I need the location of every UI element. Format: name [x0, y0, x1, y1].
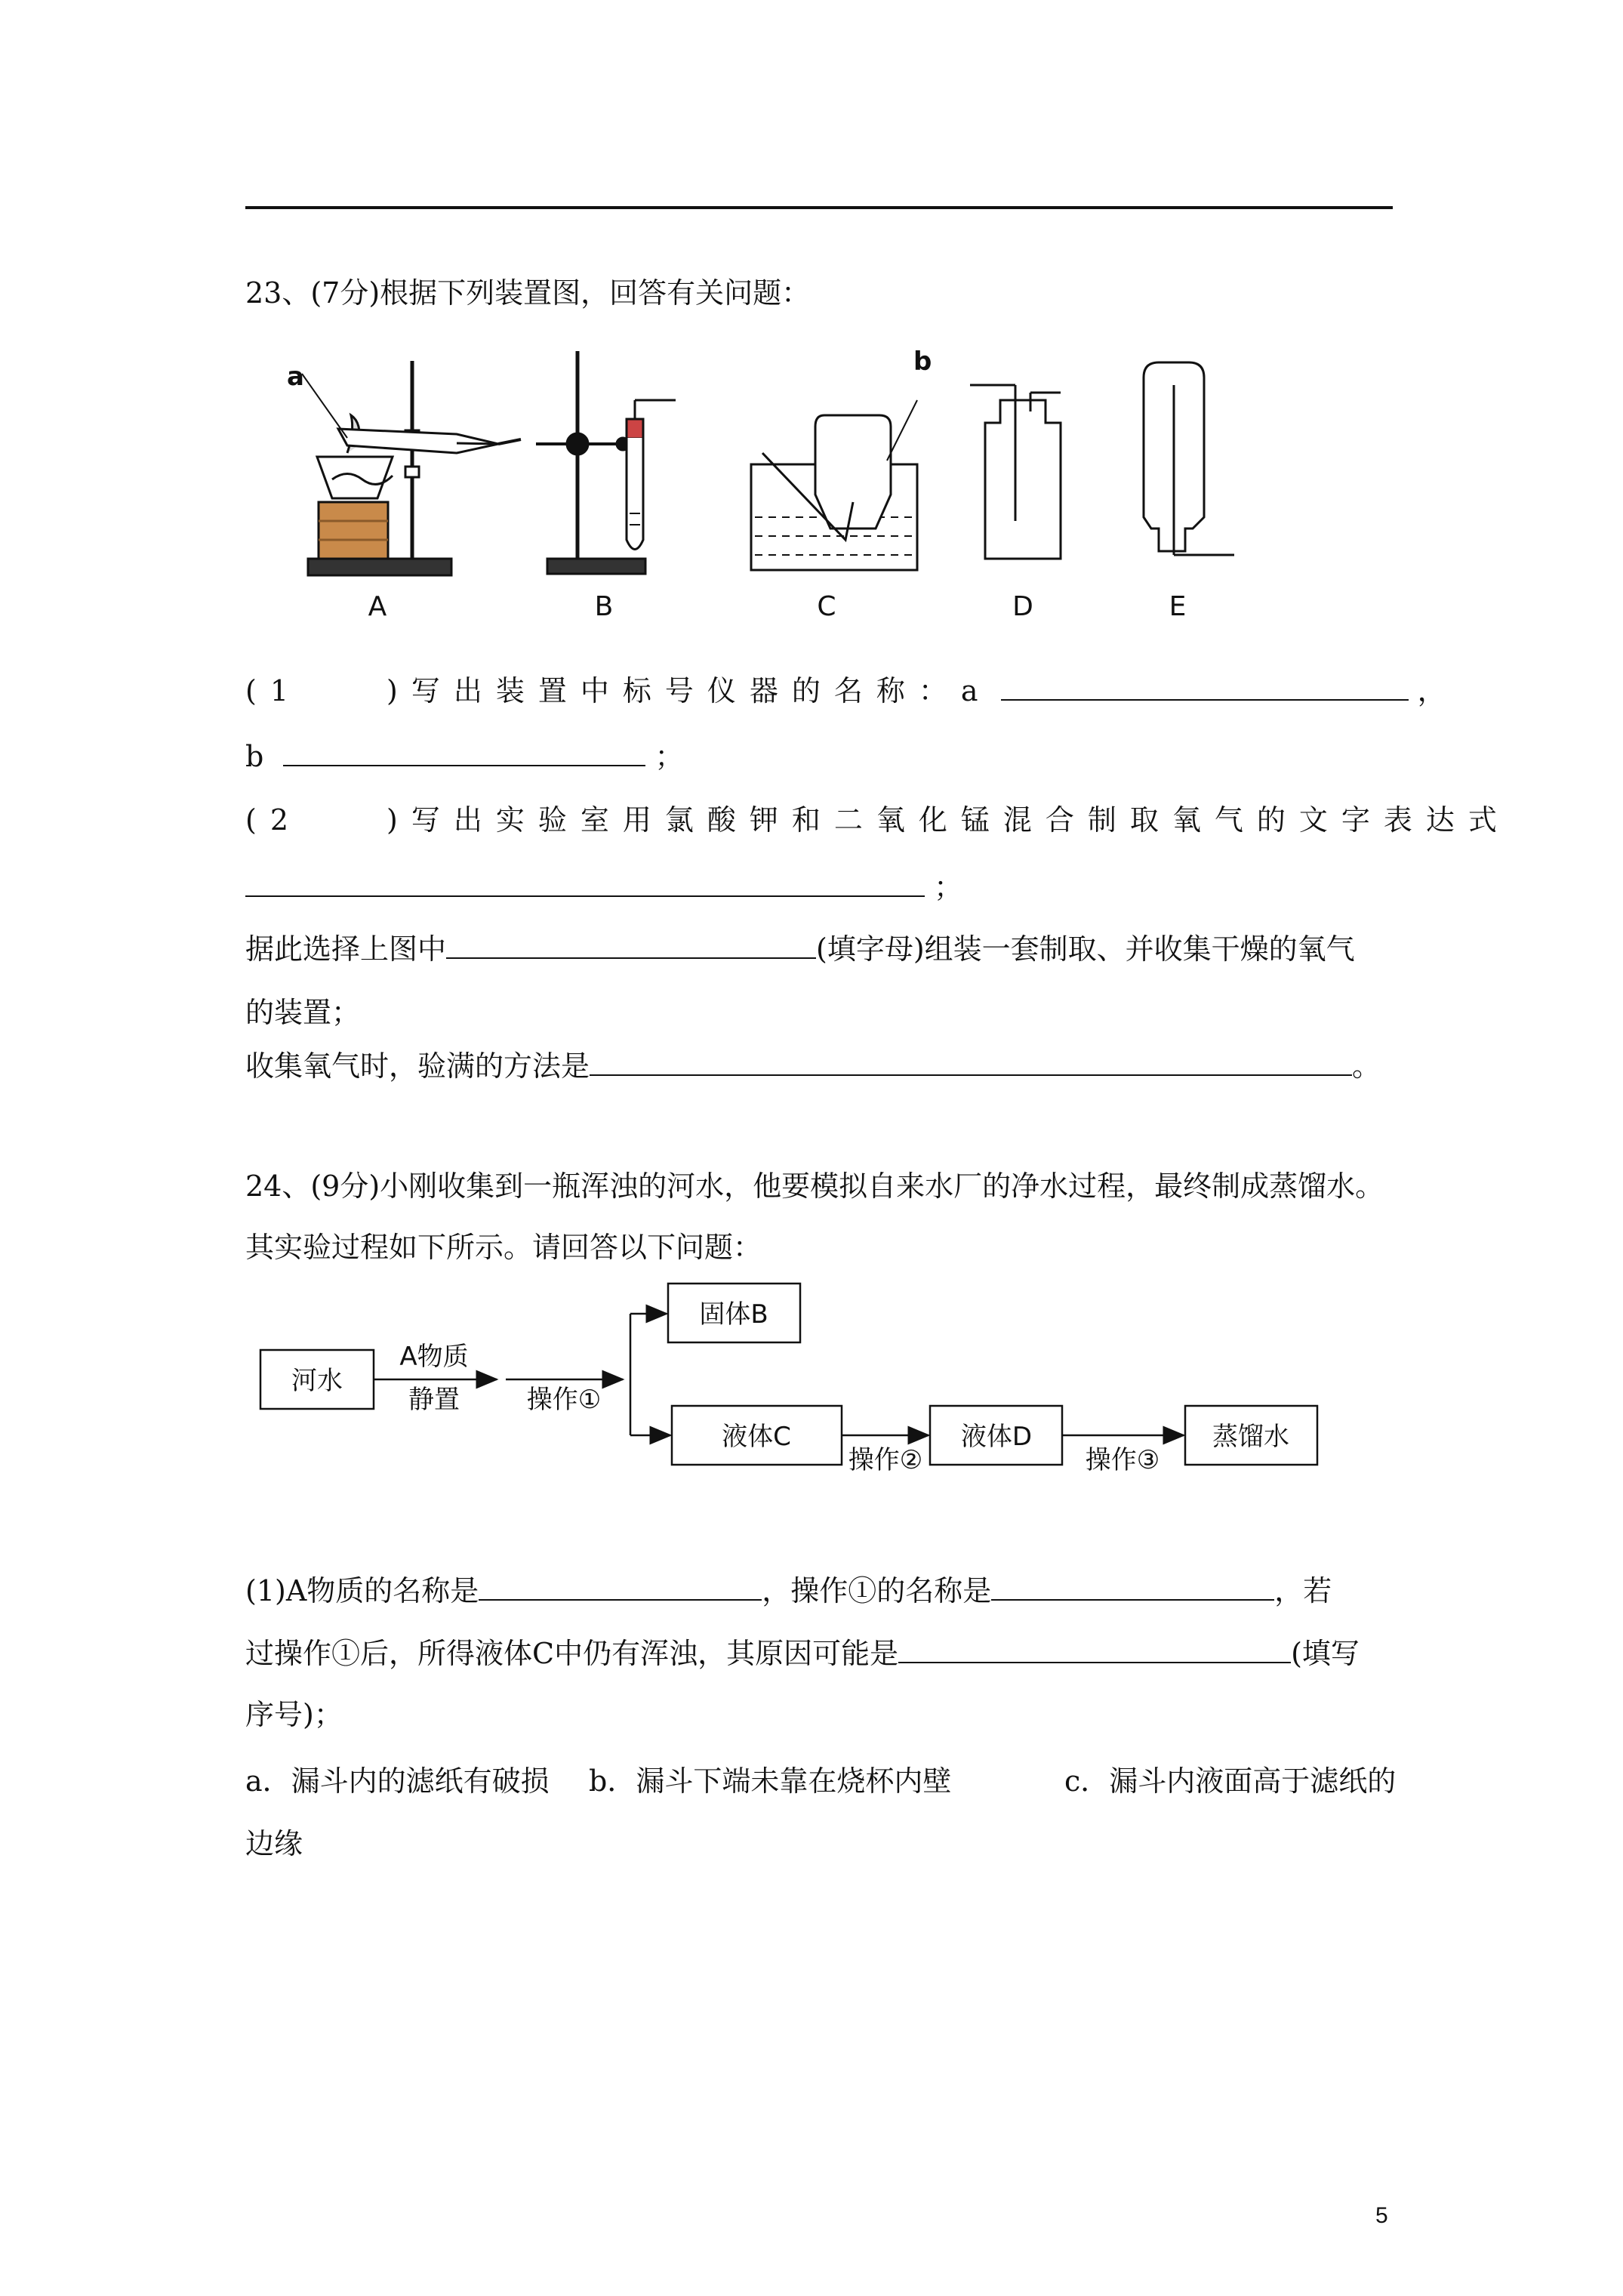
text-liquid-d: 液体D: [960, 1422, 1033, 1452]
label-apparatus-b: B: [594, 591, 614, 622]
q24-heading-line1: 24、(9分)小刚收集到一瓶浑浊的河水，他要模拟自来水厂的净水过程，最终制成蒸馏水。: [245, 1170, 1384, 1203]
q24-option-a: a．漏斗内的滤纸有破损: [245, 1764, 550, 1798]
page-number: 5: [1375, 2203, 1388, 2228]
apparatus-a-tube: [338, 429, 498, 453]
text-river-water: 河水: [291, 1366, 343, 1396]
q23-part2-line3: 据此选择上图中 (填字母)组装一套制取、并收集干燥的氧气: [245, 929, 1355, 969]
q24-part1-line3: 序号)；: [245, 1698, 343, 1731]
apparatus-b-test-tube: [627, 438, 643, 550]
apparatus-a-base: [308, 559, 451, 575]
q23-heading: 23、(7分)根据下列装置图，回答有关问题：: [245, 276, 811, 310]
apparatus-b-base: [547, 559, 645, 574]
q24-option-b: b．漏斗下端未靠在烧杯内壁: [589, 1764, 952, 1798]
text-distilled-water: 蒸馏水: [1212, 1422, 1289, 1452]
answer-blank-a[interactable]: [1001, 670, 1409, 701]
q24-option-c: c．漏斗内液面高于滤纸的: [1064, 1764, 1397, 1798]
header-rule: [245, 206, 1393, 209]
answer-blank-op1[interactable]: [991, 1570, 1274, 1601]
q24-flowchart: [253, 1276, 1325, 1480]
label-apparatus-a: A: [368, 591, 387, 622]
q23-part2-line4: 的装置；: [245, 996, 361, 1029]
apparatus-a-block: [319, 502, 388, 559]
label-apparatus-c: C: [817, 591, 836, 622]
q23-part1-line1: (1 )写出装置中标号仪器的名称：a ，: [245, 670, 1446, 710]
apparatus-c-gas-jar: [815, 415, 891, 529]
answer-blank-substance[interactable]: [479, 1570, 762, 1601]
q24-option-c-continued: 边缘: [245, 1827, 303, 1860]
q23-part2-line1: (2 )写出实验室用氯酸钾和二氧化锰混合制取氧气的文字表达式: [245, 803, 1511, 837]
text-settle: 静置: [408, 1385, 460, 1415]
answer-blank-equation[interactable]: [245, 867, 925, 897]
text-op3: 操作③: [1085, 1445, 1160, 1475]
apparatus-d-bottle: [985, 400, 1061, 559]
label-apparatus-e: E: [1169, 591, 1187, 622]
text-op1: 操作①: [526, 1385, 602, 1415]
label-apparatus-d: D: [1012, 591, 1033, 622]
label-a-pointer: [302, 374, 347, 438]
q23-part2-line2: ；: [245, 867, 962, 907]
text-op2: 操作②: [848, 1445, 923, 1475]
q24-heading-line2: 其实验过程如下所示。请回答以下问题：: [245, 1231, 762, 1264]
marker-b: b: [913, 347, 932, 377]
q24-part1-line1: (1)A物质的名称是 ，操作①的名称是 ，若: [245, 1570, 1332, 1610]
apparatus-a-lamp: [317, 457, 393, 498]
q24-part1-line2: 过操作①后，所得液体C中仍有浑浊，其原因可能是 (填写: [245, 1633, 1360, 1673]
text-a-substance: A物质: [399, 1342, 469, 1372]
text-liquid-c: 液体C: [722, 1422, 791, 1452]
text-solid-b: 固体B: [699, 1299, 768, 1330]
q23-apparatus-figure: [272, 340, 1276, 627]
answer-blank-method[interactable]: [590, 1046, 1352, 1076]
answer-blank-b[interactable]: [283, 736, 645, 766]
q23-part2-line5: 收集氧气时，验满的方法是 。: [245, 1046, 1381, 1086]
marker-a: a: [287, 362, 304, 392]
answer-blank-reason[interactable]: [898, 1633, 1291, 1663]
answer-blank-letters[interactable]: [446, 929, 816, 959]
apparatus-b-stopper: [627, 419, 643, 439]
q23-part1-line2: b ；: [245, 736, 684, 776]
